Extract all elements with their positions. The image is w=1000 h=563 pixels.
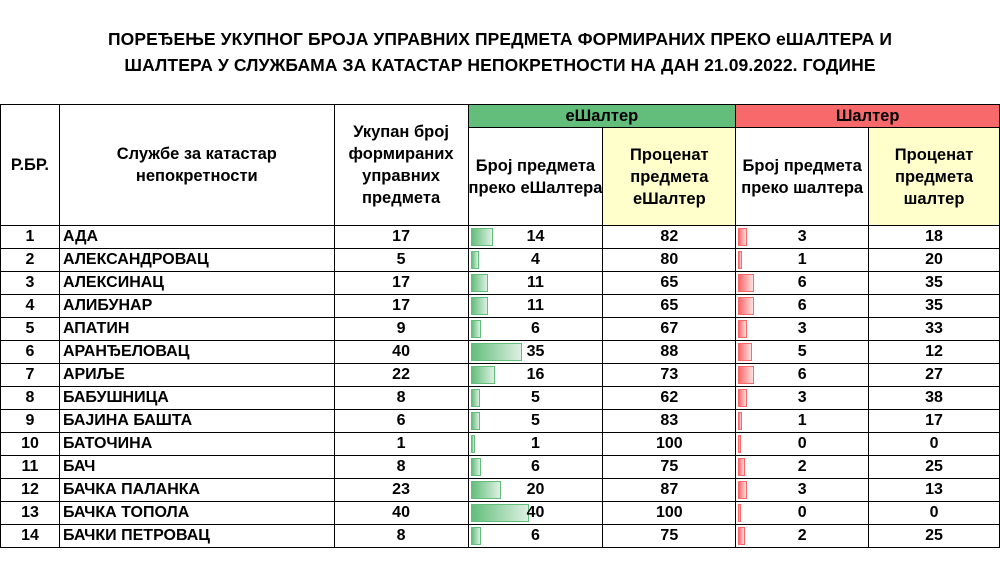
shalter-count-value: 6 [797,297,807,314]
eshalter-count-value: 5 [531,389,540,406]
total-count-cell: 22 [334,364,468,387]
eshalter-percent-cell: 75 [603,525,736,548]
row-number-cell: 9 [1,410,60,433]
shalter-data-bar [738,458,745,476]
shalter-percent-cell: 33 [869,318,1000,341]
shalter-percent-cell: 38 [869,387,1000,410]
eshalter-count-value: 35 [526,343,545,360]
total-count-cell: 5 [334,249,468,272]
row-number-cell: 11 [1,456,60,479]
eshalter-count-value: 5 [531,412,540,429]
shalter-percent-cell: 25 [869,525,1000,548]
eshalter-count-cell [468,249,603,272]
table-row [1,410,1000,433]
eshalter-count-cell [468,318,603,341]
eshalter-percent-cell: 82 [603,226,736,249]
header-group-eshalter: еШалтер [468,105,736,128]
shalter-count-cell [736,502,869,525]
shalter-percent-cell: 13 [869,479,1000,502]
office-name-cell: АРАНЂЕЛОВАЦ [59,341,334,364]
office-name-cell: БАБУШНИЦА [59,387,334,410]
shalter-data-bar [738,435,741,453]
row-number-cell: 7 [1,364,60,387]
shalter-count-value: 3 [797,320,807,337]
shalter-data-bar [738,366,754,384]
eshalter-data-bar [471,274,488,292]
shalter-count-value: 3 [797,389,807,406]
eshalter-count-value: 11 [527,274,544,291]
eshalter-data-bar [471,527,481,545]
table-row [1,318,1000,341]
total-count-cell: 9 [334,318,468,341]
eshalter-count-value: 20 [526,481,545,498]
shalter-percent-cell: 25 [869,456,1000,479]
header-total: Укупан број формираних управних предмета [334,105,468,226]
eshalter-data-bar [471,343,522,361]
shalter-percent-cell: 20 [869,249,1000,272]
eshalter-count-value: 14 [526,228,545,245]
eshalter-data-bar [471,389,480,407]
shalter-percent-cell: 17 [869,410,1000,433]
office-name-cell: АЛЕКСАНДРОВАЦ [59,249,334,272]
eshalter-percent-cell: 65 [603,272,736,295]
office-name-cell: БАЧКА ПАЛАНКА [59,479,334,502]
total-count-cell: 23 [334,479,468,502]
eshalter-data-bar [471,435,475,453]
eshalter-data-bar [471,504,529,522]
eshalter-count-cell [468,479,603,502]
eshalter-count-cell [468,387,603,410]
eshalter-count-value: 6 [531,458,540,475]
shalter-count-value: 3 [797,481,807,498]
shalter-count-cell [736,387,869,410]
title-line-1: ПОРЕЂЕЊЕ УКУПНОГ БРОЈА УПРАВНИХ ПРЕДМЕТА ФОРМИРАНИХ ПРЕКО еШАЛТЕРА И [107,29,893,49]
shalter-percent-cell: 35 [869,272,1000,295]
row-number-cell: 12 [1,479,60,502]
eshalter-percent-cell: 100 [603,502,736,525]
shalter-count-cell [736,525,869,548]
shalter-count-value: 1 [797,251,807,268]
shalter-count-cell [736,226,869,249]
header-e-count: Број предмета преко еШалтера [468,128,603,226]
eshalter-count-cell [468,525,603,548]
table-row [1,249,1000,272]
total-count-cell: 40 [334,341,468,364]
shalter-count-cell [736,456,869,479]
table-row [1,387,1000,410]
shalter-count-cell [736,433,869,456]
table-body [1,226,1000,548]
eshalter-count-value: 6 [531,527,540,544]
eshalter-count-cell [468,226,603,249]
header-office: Службе за катастар непокретности [59,105,334,226]
row-number-cell: 4 [1,295,60,318]
row-number-cell: 5 [1,318,60,341]
eshalter-count-cell [468,456,603,479]
shalter-count-value: 6 [797,366,807,383]
office-name-cell: БАЧКА ТОПОЛА [59,502,334,525]
table-row [1,456,1000,479]
total-count-cell: 40 [334,502,468,525]
shalter-count-value: 2 [797,458,807,475]
shalter-data-bar [738,504,741,522]
office-name-cell: БАЈИНА БАШТА [59,410,334,433]
table-row [1,433,1000,456]
eshalter-count-value: 6 [531,320,540,337]
eshalter-count-value: 11 [527,297,544,314]
shalter-data-bar [738,412,742,430]
row-number-cell: 14 [1,525,60,548]
shalter-data-bar [738,389,747,407]
shalter-count-cell [736,410,869,433]
total-count-cell: 8 [334,387,468,410]
shalter-percent-cell: 18 [869,226,1000,249]
table-row [1,295,1000,318]
shalter-count-value: 1 [797,412,807,429]
eshalter-percent-cell: 100 [603,433,736,456]
office-name-cell: АЛИБУНАР [59,295,334,318]
shalter-data-bar [738,527,745,545]
table-row [1,479,1000,502]
eshalter-count-cell [468,295,603,318]
shalter-count-cell [736,295,869,318]
eshalter-data-bar [471,366,495,384]
total-count-cell: 6 [334,410,468,433]
shalter-count-value: 0 [797,504,807,521]
shalter-data-bar [738,228,747,246]
header-s-count: Број предмета преко шалтера [736,128,869,226]
eshalter-percent-cell: 65 [603,295,736,318]
table-row [1,502,1000,525]
table-row [1,226,1000,249]
eshalter-percent-cell: 75 [603,456,736,479]
eshalter-data-bar [471,412,480,430]
eshalter-count-cell [468,433,603,456]
office-name-cell: БАТОЧИНА [59,433,334,456]
row-number-cell: 10 [1,433,60,456]
total-count-cell: 8 [334,525,468,548]
row-number-cell: 3 [1,272,60,295]
total-count-cell: 1 [334,433,468,456]
header-group-shalter: Шалтер [736,105,1000,128]
eshalter-count-value: 40 [526,504,545,521]
eshalter-data-bar [471,458,481,476]
eshalter-count-cell [468,502,603,525]
eshalter-count-value: 1 [531,435,540,452]
shalter-count-value: 2 [797,527,807,544]
shalter-count-cell [736,364,869,387]
shalter-count-value: 0 [797,435,807,452]
eshalter-data-bar [471,251,479,269]
office-name-cell: БАЧКИ ПЕТРОВАЦ [59,525,334,548]
header-s-percent: Проценат предмета шалтер [869,128,1000,226]
row-number-cell: 1 [1,226,60,249]
office-name-cell: АПАТИН [59,318,334,341]
page-title [0,26,1000,78]
eshalter-count-cell [468,272,603,295]
table-row [1,364,1000,387]
eshalter-data-bar [471,297,488,315]
shalter-data-bar [738,274,754,292]
eshalter-count-cell [468,364,603,387]
header-e-percent: Проценат предмета еШалтер [603,128,736,226]
shalter-data-bar [738,297,754,315]
shalter-count-cell [736,341,869,364]
table-row [1,272,1000,295]
eshalter-percent-cell: 88 [603,341,736,364]
shalter-percent-cell: 0 [869,433,1000,456]
shalter-count-cell [736,318,869,341]
row-number-cell: 2 [1,249,60,272]
title-line-2: ШАЛТЕРА У СЛУЖБАМА ЗА КАТАСТАР НЕПОКРЕТНОСТИ НА ДАН 21.09.2022. ГОДИНЕ [124,55,876,75]
comparison-table [0,104,1000,548]
eshalter-percent-cell: 62 [603,387,736,410]
shalter-count-cell [736,249,869,272]
shalter-data-bar [738,251,742,269]
shalter-percent-cell: 12 [869,341,1000,364]
office-name-cell: АЛЕКСИНАЦ [59,272,334,295]
eshalter-count-cell [468,341,603,364]
eshalter-percent-cell: 67 [603,318,736,341]
header-rbr: Р.БР. [1,105,60,226]
shalter-count-cell [736,479,869,502]
total-count-cell: 17 [334,226,468,249]
eshalter-data-bar [471,228,493,246]
table-row [1,525,1000,548]
total-count-cell: 8 [334,456,468,479]
eshalter-count-value: 4 [531,251,540,268]
table-row [1,341,1000,364]
shalter-percent-cell: 0 [869,502,1000,525]
shalter-count-cell [736,272,869,295]
office-name-cell: АДА [59,226,334,249]
eshalter-percent-cell: 83 [603,410,736,433]
total-count-cell: 17 [334,295,468,318]
eshalter-percent-cell: 80 [603,249,736,272]
shalter-count-value: 5 [797,343,807,360]
total-count-cell: 17 [334,272,468,295]
shalter-percent-cell: 27 [869,364,1000,387]
shalter-data-bar [738,320,747,338]
shalter-count-value: 3 [797,228,807,245]
row-number-cell: 13 [1,502,60,525]
shalter-count-value: 6 [797,274,807,291]
eshalter-percent-cell: 87 [603,479,736,502]
office-name-cell: БАЧ [59,456,334,479]
eshalter-data-bar [471,481,501,499]
eshalter-percent-cell: 73 [603,364,736,387]
shalter-data-bar [738,343,752,361]
row-number-cell: 8 [1,387,60,410]
row-number-cell: 6 [1,341,60,364]
comparison-table-wrapper [0,104,1000,548]
shalter-data-bar [738,481,747,499]
office-name-cell: АРИЉЕ [59,364,334,387]
eshalter-data-bar [471,320,481,338]
eshalter-count-cell [468,410,603,433]
eshalter-count-value: 16 [526,366,545,383]
shalter-percent-cell: 35 [869,295,1000,318]
